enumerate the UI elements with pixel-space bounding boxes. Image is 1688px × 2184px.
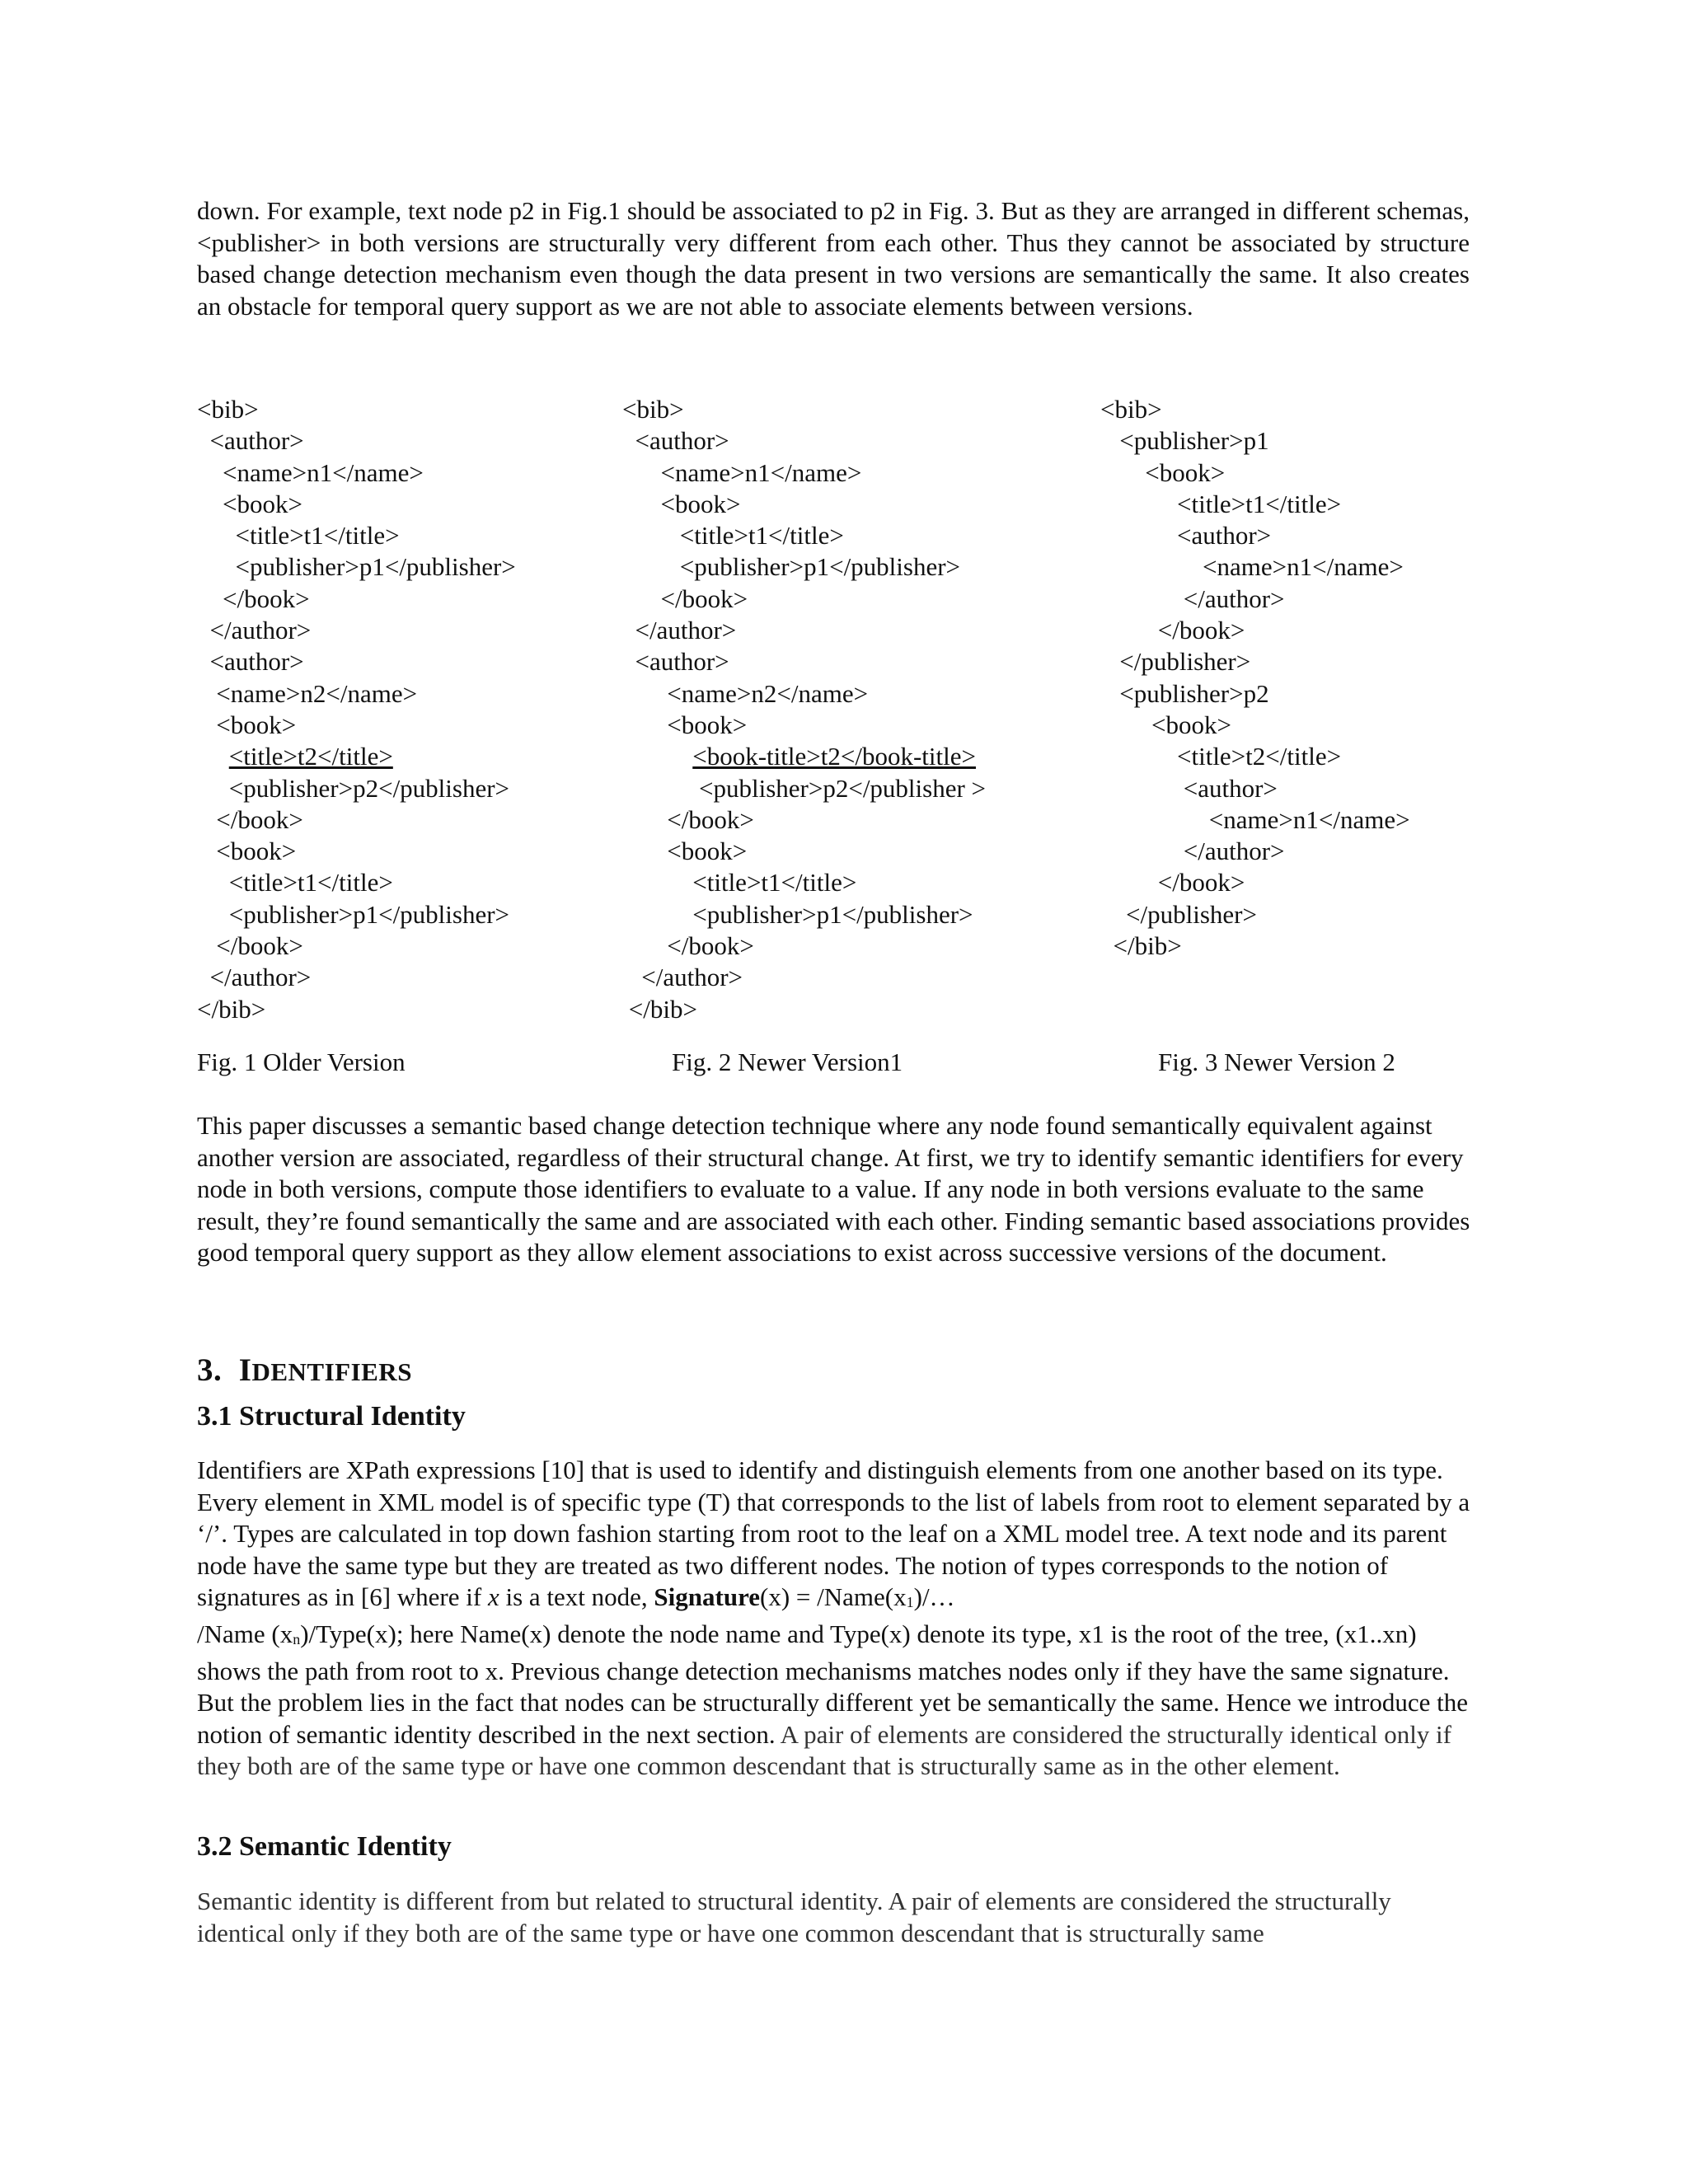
fig1-line: <bib> xyxy=(197,395,259,424)
section-3-number: 3. xyxy=(197,1352,223,1388)
s31-line2-start: /Name (x xyxy=(197,1619,293,1648)
fig1-line: <book> xyxy=(197,837,297,866)
fig1-line: <author> xyxy=(197,647,304,677)
fig2-line: <author> xyxy=(622,426,729,456)
s31-sig-rest: )/… xyxy=(913,1582,955,1612)
fig2-line: <title>t1</title> xyxy=(622,868,857,898)
s31-var-x: x xyxy=(487,1582,499,1612)
fig1-line: <publisher>p1</publisher> xyxy=(197,552,516,582)
fig3-line: </book> xyxy=(1100,616,1245,645)
fig3-line: <book> xyxy=(1100,457,1226,487)
fig3-code xyxy=(1100,394,1410,962)
fig3-line: </publisher> xyxy=(1100,899,1257,929)
fig2-line: </book> xyxy=(622,583,748,613)
fig3-line: <title>t2</title> xyxy=(1100,742,1342,771)
s31-subn: n xyxy=(293,1630,301,1647)
section-3-title-initial: I xyxy=(238,1352,252,1388)
fig2-line: <book-title>t2</book-title> xyxy=(692,742,976,771)
fig1-line: </book> xyxy=(197,931,303,961)
fig2-line: <name>n1</name> xyxy=(622,457,862,487)
fig3-line: </publisher> xyxy=(1100,647,1251,677)
fig1-line: <publisher>p1</publisher> xyxy=(197,899,510,929)
s31-sub1: 1 xyxy=(906,1594,914,1611)
section-3-title-rest: DENTIFIERS xyxy=(251,1357,412,1386)
fig2-line: <title>t1</title> xyxy=(622,521,844,551)
fig2-line: <book> xyxy=(622,489,741,518)
fig3-caption: Fig. 3 Newer Version 2 xyxy=(1158,1047,1395,1076)
fig2-line: </author> xyxy=(622,616,737,645)
s31-line2-rest: )/Type(x); here Name(x) denote the node name and Type(x) denote its type, x1 is the root of the tree, (x1..xn) shows the path from root to x. Previous change detection mechanisms matches nodes only if they have the same signature. But the problem lies in the fact that nodes can be structurally different yet be semantically the same. Hence we introduce the notion of semantic identity described in the next section. xyxy=(197,1619,1468,1749)
fig2-line: <name>n2</name> xyxy=(622,678,869,708)
fig1-line: <name>n2</name> xyxy=(197,678,418,708)
fig1-line: </book> xyxy=(197,804,303,834)
fig2-line: <book> xyxy=(622,710,748,739)
s31-text-b: is a text node, xyxy=(499,1582,654,1612)
fig2-line: </book> xyxy=(622,931,754,961)
intro-paragraph: down. For example, text node p2 in Fig.1 should be associated to p2 in Fig. 3. But as they are arranged in different schemas, <publisher> in both versions are structurally very different from each other. Thus they cannot be associated by structure based change detection mechanism even though the data present in two versions are semantically the same. It also creates an obstacle for temporal query support as we are not able to associate elements between versions. xyxy=(197,196,1470,321)
section-3-1-heading: 3.1 Structural Identity xyxy=(197,1401,466,1432)
s31-gray-part: A pair of elements are considered the structurally identical only if they both are of the same type or have one common descendant that is structurally same as in the other element. xyxy=(197,1719,1451,1781)
fig3-line: <publisher>p1 xyxy=(1100,426,1269,456)
fig1-line: </author> xyxy=(197,616,312,645)
fig1-line: <book> xyxy=(197,710,297,739)
fig3-line: </bib> xyxy=(1100,931,1182,961)
fig2-code xyxy=(622,394,986,1025)
discussion-paragraph: This paper discusses a semantic based change detection technique where any node found semantically equivalent against another version are associated, regardless of their structural change. At first, we try to identify semantic identifiers for every node in both versions, compute those identifiers to evaluate to a value. If any node in both versions evaluate to the same result, they’re found semantically the same and are associated with each other. Finding semantic based associations provides good temporal query support as they allow element associations to exist across successive versions of the document. xyxy=(197,1111,1470,1267)
fig1-code xyxy=(197,394,516,1025)
fig3-line: <bib> xyxy=(1100,395,1162,424)
fig1-line: <book> xyxy=(197,489,302,518)
fig3-line: <name>n1</name> xyxy=(1100,552,1404,582)
fig2-caption: Fig. 2 Newer Version1 xyxy=(672,1047,903,1076)
fig2-line: </author> xyxy=(622,963,743,992)
fig1-line: <publisher>p2</publisher> xyxy=(197,773,510,803)
fig1-line: </book> xyxy=(197,583,310,613)
fig3-line: </author> xyxy=(1100,837,1285,866)
fig1-line: </bib> xyxy=(197,994,266,1024)
section-3-2-paragraph: Semantic identity is different from but related to structural identity. A pair of elements are considered the structurally identical only if they both are of the same type or have one common descendant that is structurally same xyxy=(197,1886,1391,1947)
fig1-line: </author> xyxy=(197,963,312,992)
fig3-line: <name>n1</name> xyxy=(1100,804,1410,834)
s31-text-a: Identifiers are XPath expressions [10] that is used to identify and distinguish elements from one another based on its type. Every element in XML model is of specific type (T) that corresponds to the list of labels from root to element separated by a ‘/’. Types are calculated in top down fashion starting from root to the leaf on a XML model tree. A text node and its parent node have the same type but they are treated as two different nodes. The notion of types corresponds to the notion of signatures as in [6] where if xyxy=(197,1455,1470,1612)
fig1-caption: Fig. 1 Older Version xyxy=(197,1047,406,1076)
fig2-line: <book> xyxy=(622,837,748,866)
section-3-heading xyxy=(197,1352,412,1389)
fig1-line: <title>t1</title> xyxy=(197,868,393,898)
fig2-line: <publisher>p1</publisher> xyxy=(622,552,961,582)
s31-sig-x: (x) = /Name(x xyxy=(760,1582,907,1612)
s31-signature: Signature xyxy=(654,1582,761,1612)
fig2-line: <publisher>p2</publisher > xyxy=(622,773,987,803)
fig2-line: <author> xyxy=(622,647,729,677)
fig3-line: <author> xyxy=(1100,773,1278,803)
fig3-line: </book> xyxy=(1100,868,1245,898)
fig2-line: <bib> xyxy=(622,395,684,424)
section-3-1-paragraph xyxy=(197,1455,1483,1783)
section-3-2-heading: 3.2 Semantic Identity xyxy=(197,1831,452,1862)
fig3-line: <author> xyxy=(1100,521,1272,551)
fig1-line: <author> xyxy=(197,426,304,456)
fig2-line: </book> xyxy=(622,804,754,834)
fig3-line: </author> xyxy=(1100,583,1285,613)
fig2-line: </bib> xyxy=(622,994,697,1024)
fig1-line: <title>t1</title> xyxy=(197,521,400,551)
fig3-line: <book> xyxy=(1100,710,1231,739)
fig1-line: <title>t2</title> xyxy=(228,742,393,771)
fig2-line: <publisher>p1</publisher> xyxy=(622,899,973,929)
fig1-line: <name>n1</name> xyxy=(197,457,424,487)
fig3-line: <title>t1</title> xyxy=(1100,489,1342,518)
fig3-line: <publisher>p2 xyxy=(1100,678,1269,708)
